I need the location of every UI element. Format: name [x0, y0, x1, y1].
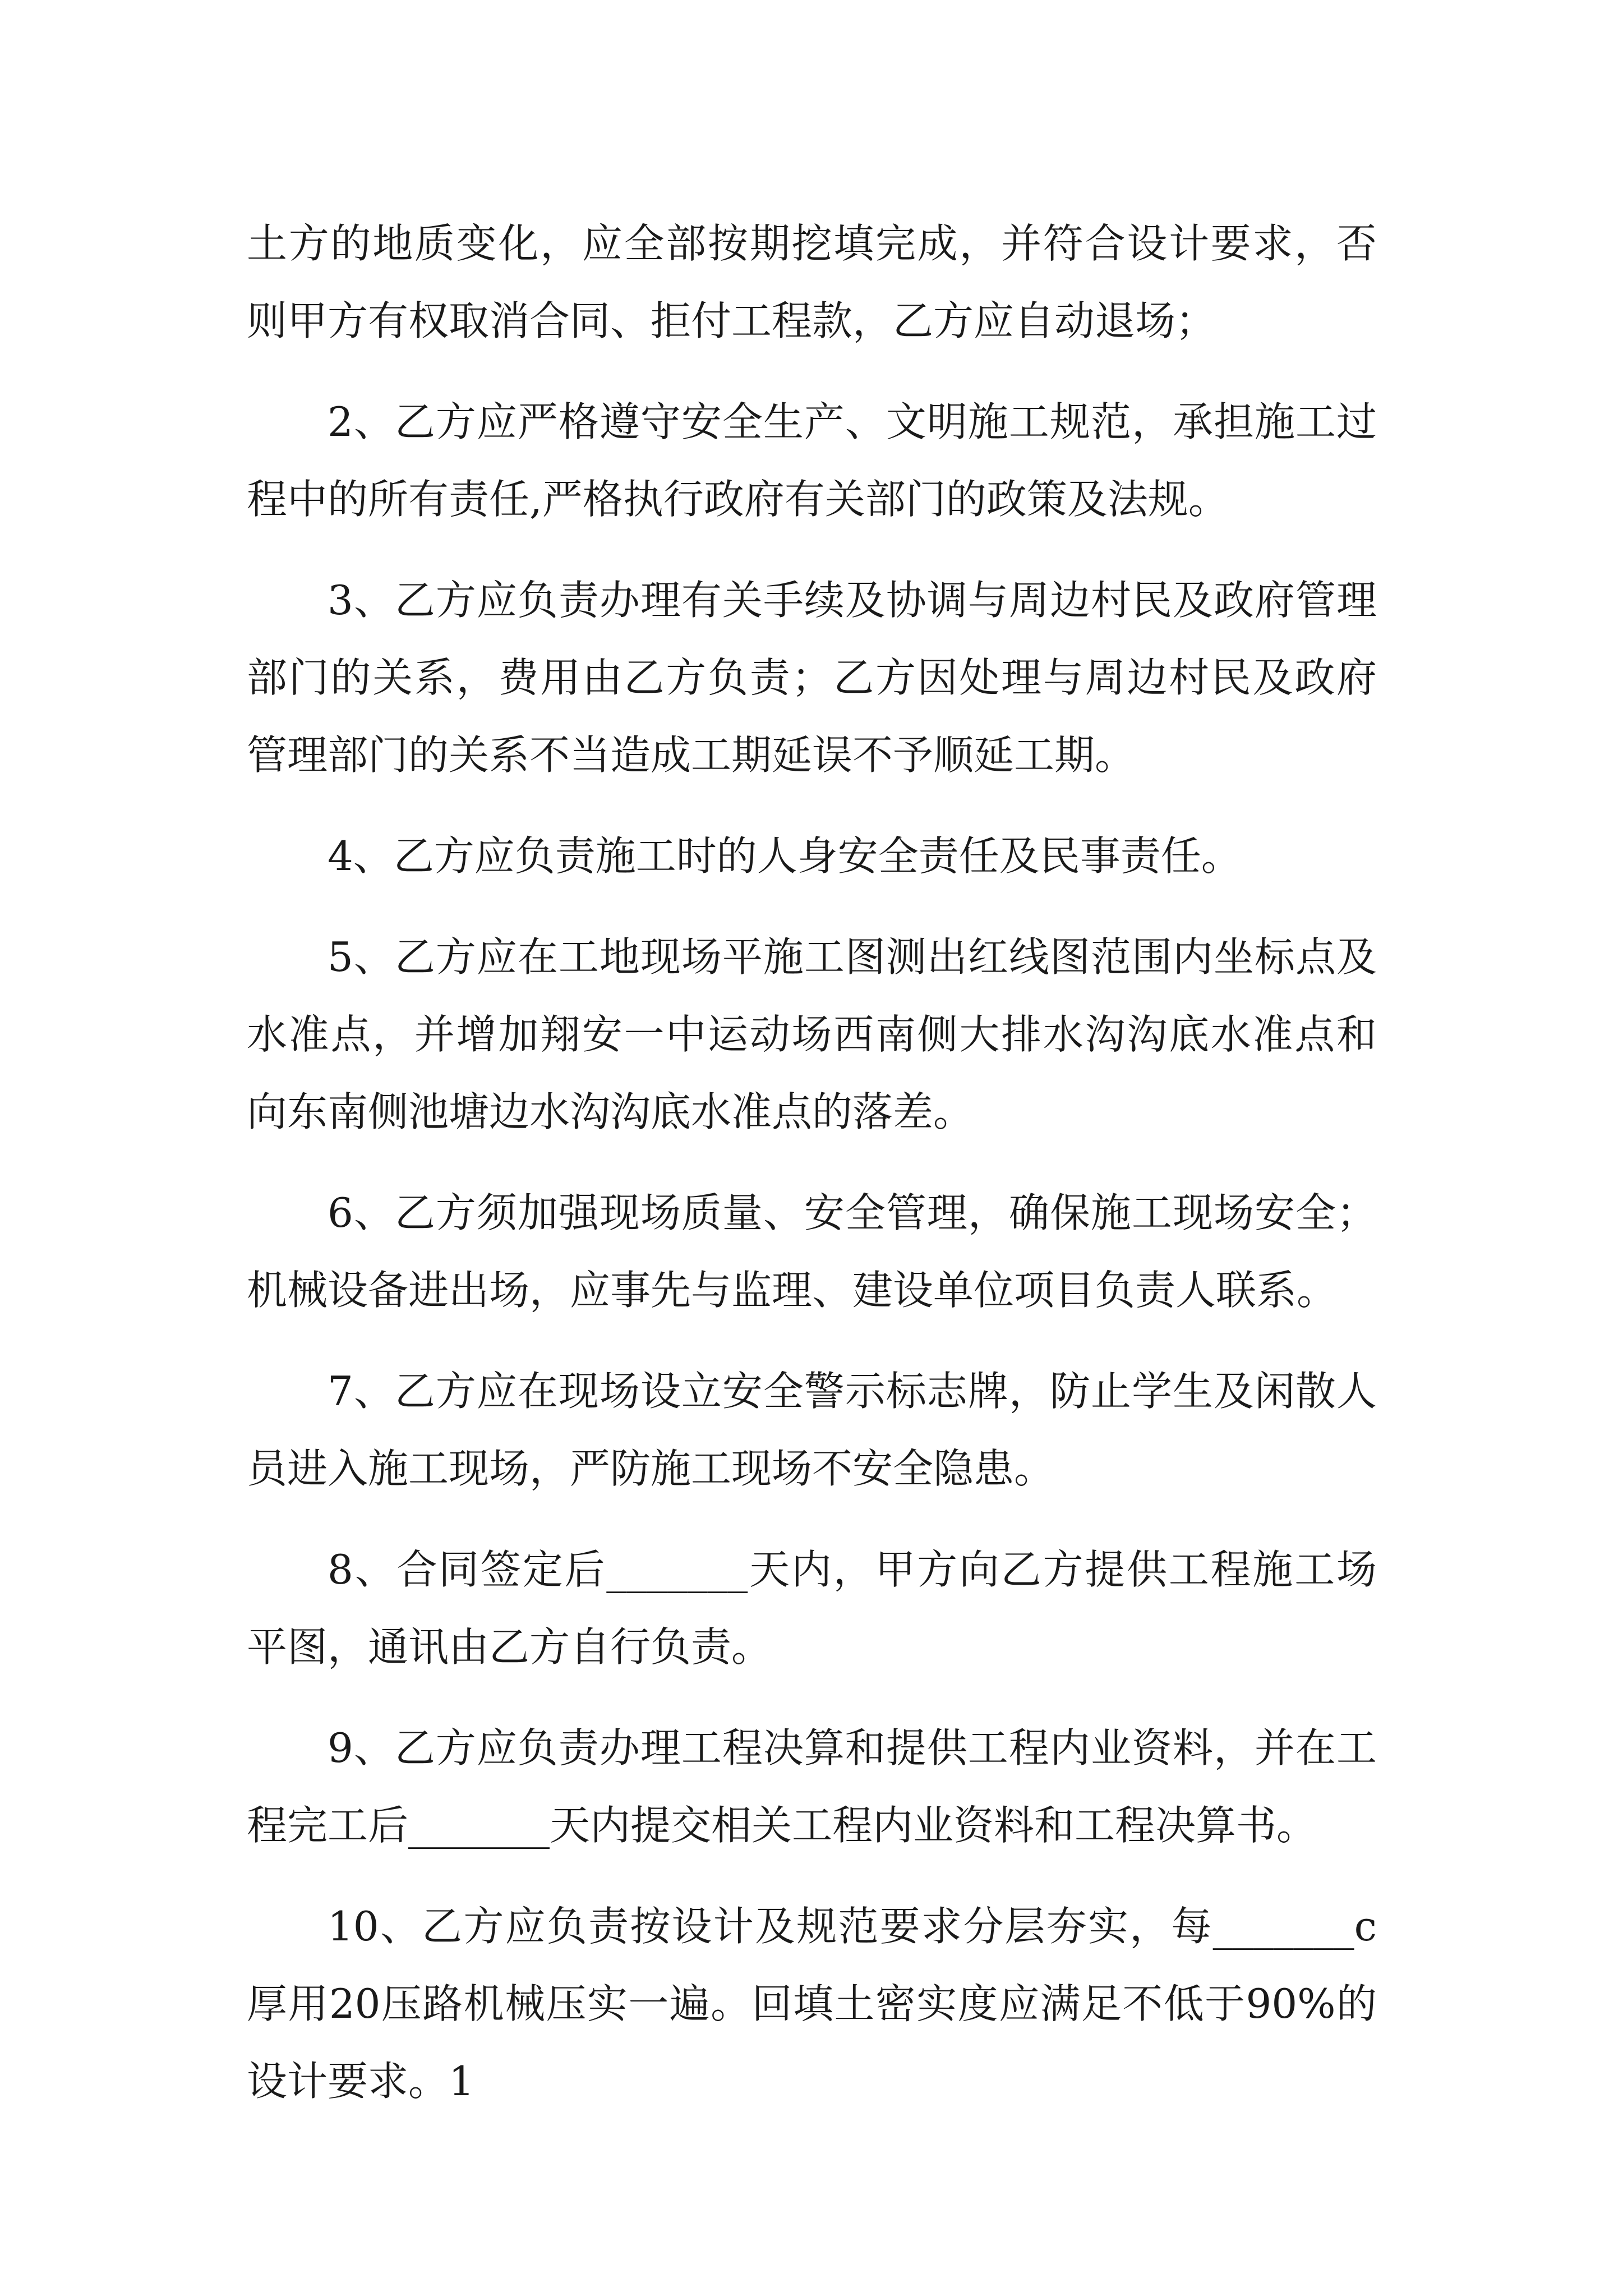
paragraph-clause-4: 4、乙方应负责施工时的人身安全责任及民事责任。 — [328, 832, 1242, 880]
paragraph-clause-6: 6、乙方须加强现场质量、安全管理，确保施工现场安全；机械设备进出场，应事先与监理、建设单位项目负责人联系。 — [247, 1189, 1377, 1314]
paragraph-clause-10: 10、乙方应负责按设计及规范要求分层夯实，每_______c厚用20压路机械压实一遍。回填土密实度应满足不低于90%的设计要求。1 — [247, 1903, 1377, 2105]
paragraph-clause-9: 9、乙方应负责办理工程决算和提供工程内业资料，并在工程完工后_______天内提交相关工程内业资料和工程决算书。 — [247, 1724, 1377, 1849]
document-body — [247, 205, 1377, 2143]
paragraph-clause-8: 8、合同签定后_______天内，甲方向乙方提供工程施工场平图，通讯由乙方自行负责。 — [247, 1546, 1377, 1671]
paragraph-continuation: 土方的地质变化，应全部按期挖填完成，并符合设计要求，否则甲方有权取消合同、拒付工程款，乙方应自动退场； — [247, 220, 1377, 344]
paragraph-clause-2: 2、乙方应严格遵守安全生产、文明施工规范，承担施工过程中的所有责任,严格执行政府有关部门的政策及法规。 — [247, 398, 1377, 523]
paragraph-clause-7: 7、乙方应在现场设立安全警示标志牌，防止学生及闲散人员进入施工现场，严防施工现场不安全隐患。 — [247, 1368, 1377, 1492]
paragraph-clause-5: 5、乙方应在工地现场平施工图测出红线图范围内坐标点及水准点，并增加翔安一中运动场西南侧大排水沟沟底水准点和向东南侧池塘边水沟沟底水准点的落差。 — [247, 933, 1377, 1135]
paragraph-clause-3: 3、乙方应负责办理有关手续及协调与周边村民及政府管理部门的关系，费用由乙方负责；乙方因处理与周边村民及政府管理部门的关系不当造成工期延误不予顺延工期。 — [247, 577, 1377, 779]
